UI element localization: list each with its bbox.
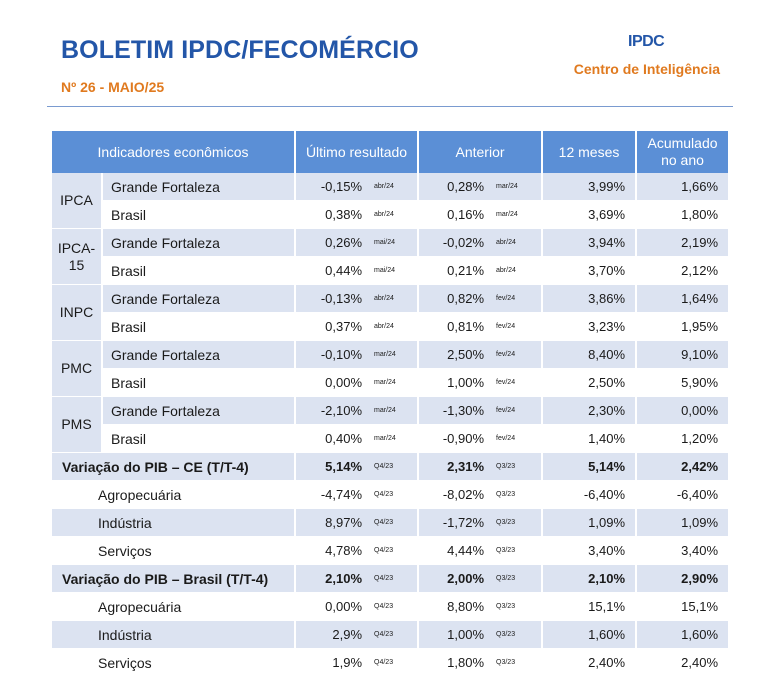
indicators-table: [52, 131, 728, 677]
last-result-date: mar/24: [370, 425, 418, 453]
region-label: Brasil: [102, 313, 295, 341]
year-to-date-value: 1,64%: [636, 285, 728, 313]
indicator-group-label: IPCA: [52, 173, 102, 229]
twelve-month-value: 8,40%: [542, 341, 636, 369]
last-result-value: 0,00%: [295, 369, 370, 397]
twelve-month-value: 3,70%: [542, 257, 636, 285]
year-to-date-value: 2,42%: [636, 453, 728, 481]
year-to-date-value: 1,66%: [636, 173, 728, 201]
previous-date: Q3/23: [492, 481, 542, 509]
year-to-date-value: 1,20%: [636, 425, 728, 453]
previous-value: 2,00%: [418, 565, 492, 593]
sector-label: Agropecuária: [52, 593, 295, 621]
logo-subtitle: Centro de Inteligência: [573, 61, 720, 77]
previous-value: -0,02%: [418, 229, 492, 257]
twelve-month-value: 3,99%: [542, 173, 636, 201]
table-row: [52, 285, 728, 313]
previous-value: 0,28%: [418, 173, 492, 201]
last-result-date: abr/24: [370, 173, 418, 201]
last-result-date: Q4/23: [370, 621, 418, 649]
previous-date: Q3/23: [492, 537, 542, 565]
year-to-date-value: 1,95%: [636, 313, 728, 341]
year-to-date-value: 2,12%: [636, 257, 728, 285]
indicator-group-label: IPCA-15: [52, 229, 102, 285]
column-header: Anterior: [418, 131, 542, 173]
last-result-date: mai/24: [370, 229, 418, 257]
region-label: Grande Fortaleza: [102, 173, 295, 201]
previous-value: 2,31%: [418, 453, 492, 481]
last-result-date: mar/24: [370, 369, 418, 397]
sector-label: Serviços: [52, 649, 295, 677]
last-result-value: -0,15%: [295, 173, 370, 201]
previous-date: fev/24: [492, 341, 542, 369]
last-result-value: -2,10%: [295, 397, 370, 425]
previous-date: Q3/23: [492, 453, 542, 481]
last-result-value: 8,97%: [295, 509, 370, 537]
previous-value: 0,21%: [418, 257, 492, 285]
previous-date: fev/24: [492, 285, 542, 313]
twelve-month-value: 2,10%: [542, 565, 636, 593]
previous-value: -8,02%: [418, 481, 492, 509]
table-row: [52, 341, 728, 369]
table-row: [52, 257, 728, 285]
twelve-month-value: 2,50%: [542, 369, 636, 397]
previous-value: 0,16%: [418, 201, 492, 229]
column-header: Acumulado no ano: [636, 131, 728, 173]
table-row: [52, 201, 728, 229]
twelve-month-value: 2,40%: [542, 649, 636, 677]
gdp-section-label: Variação do PIB – CE (T/T-4): [52, 453, 295, 481]
region-label: Grande Fortaleza: [102, 341, 295, 369]
table-row: [52, 481, 728, 509]
last-result-date: Q4/23: [370, 453, 418, 481]
previous-value: 1,80%: [418, 649, 492, 677]
region-label: Brasil: [102, 201, 295, 229]
region-label: Brasil: [102, 425, 295, 453]
previous-date: abr/24: [492, 229, 542, 257]
edition-label: Nº 26 - MAIO/25: [61, 79, 165, 95]
last-result-value: 1,9%: [295, 649, 370, 677]
table-header-row: [52, 131, 728, 173]
previous-value: 2,50%: [418, 341, 492, 369]
previous-value: 0,81%: [418, 313, 492, 341]
last-result-value: 2,9%: [295, 621, 370, 649]
twelve-month-value: 5,14%: [542, 453, 636, 481]
table-row: [52, 313, 728, 341]
year-to-date-value: 15,1%: [636, 593, 728, 621]
last-result-date: Q4/23: [370, 593, 418, 621]
table-row: [52, 453, 728, 481]
previous-value: -0,90%: [418, 425, 492, 453]
previous-value: 1,00%: [418, 369, 492, 397]
region-label: Grande Fortaleza: [102, 397, 295, 425]
year-to-date-value: 2,40%: [636, 649, 728, 677]
previous-value: 4,44%: [418, 537, 492, 565]
previous-date: mar/24: [492, 173, 542, 201]
last-result-value: 2,10%: [295, 565, 370, 593]
ipdc-logo: IPDC: [628, 33, 665, 50]
last-result-date: abr/24: [370, 313, 418, 341]
previous-date: Q3/23: [492, 565, 542, 593]
year-to-date-value: 2,19%: [636, 229, 728, 257]
last-result-value: -4,74%: [295, 481, 370, 509]
twelve-month-value: 3,23%: [542, 313, 636, 341]
year-to-date-value: 1,60%: [636, 621, 728, 649]
previous-date: fev/24: [492, 313, 542, 341]
table-row: [52, 593, 728, 621]
sector-label: Agropecuária: [52, 481, 295, 509]
previous-value: -1,30%: [418, 397, 492, 425]
previous-date: abr/24: [492, 257, 542, 285]
last-result-value: 0,26%: [295, 229, 370, 257]
twelve-month-value: 3,69%: [542, 201, 636, 229]
header-divider: [47, 106, 733, 107]
sector-label: Serviços: [52, 537, 295, 565]
previous-date: Q3/23: [492, 621, 542, 649]
previous-value: -1,72%: [418, 509, 492, 537]
twelve-month-value: 2,30%: [542, 397, 636, 425]
last-result-date: Q4/23: [370, 509, 418, 537]
last-result-date: abr/24: [370, 201, 418, 229]
twelve-month-value: 15,1%: [542, 593, 636, 621]
last-result-date: mar/24: [370, 341, 418, 369]
previous-date: Q3/23: [492, 649, 542, 677]
previous-date: fev/24: [492, 425, 542, 453]
sector-label: Indústria: [52, 621, 295, 649]
column-header: Último resultado: [295, 131, 418, 173]
year-to-date-value: 1,09%: [636, 509, 728, 537]
last-result-value: 0,37%: [295, 313, 370, 341]
year-to-date-value: 3,40%: [636, 537, 728, 565]
year-to-date-value: 5,90%: [636, 369, 728, 397]
twelve-month-value: 3,94%: [542, 229, 636, 257]
previous-value: 1,00%: [418, 621, 492, 649]
indicator-group-label: INPC: [52, 285, 102, 341]
last-result-date: mai/24: [370, 257, 418, 285]
table-row: [52, 621, 728, 649]
previous-date: fev/24: [492, 397, 542, 425]
previous-value: 0,82%: [418, 285, 492, 313]
sector-label: Indústria: [52, 509, 295, 537]
twelve-month-value: 1,40%: [542, 425, 636, 453]
twelve-month-value: 1,09%: [542, 509, 636, 537]
table-row: [52, 565, 728, 593]
gdp-section-label: Variação do PIB – Brasil (T/T-4): [52, 565, 295, 593]
previous-date: Q3/23: [492, 509, 542, 537]
table-row: [52, 425, 728, 453]
previous-date: Q3/23: [492, 593, 542, 621]
column-header: Indicadores econômicos: [52, 131, 295, 173]
previous-value: 8,80%: [418, 593, 492, 621]
twelve-month-value: 1,60%: [542, 621, 636, 649]
last-result-value: 5,14%: [295, 453, 370, 481]
page-title: BOLETIM IPDC/FECOMÉRCIO: [61, 36, 419, 64]
last-result-value: -0,13%: [295, 285, 370, 313]
table-row: [52, 229, 728, 257]
year-to-date-value: 1,80%: [636, 201, 728, 229]
region-label: Grande Fortaleza: [102, 229, 295, 257]
last-result-date: Q4/23: [370, 481, 418, 509]
indicator-group-label: PMS: [52, 397, 102, 453]
year-to-date-value: 2,90%: [636, 565, 728, 593]
last-result-value: -0,10%: [295, 341, 370, 369]
last-result-value: 0,00%: [295, 593, 370, 621]
last-result-date: Q4/23: [370, 537, 418, 565]
table-row: [52, 369, 728, 397]
last-result-value: 0,40%: [295, 425, 370, 453]
twelve-month-value: 3,86%: [542, 285, 636, 313]
last-result-value: 4,78%: [295, 537, 370, 565]
last-result-date: Q4/23: [370, 565, 418, 593]
region-label: Brasil: [102, 257, 295, 285]
table-row: [52, 173, 728, 201]
table-row: [52, 537, 728, 565]
twelve-month-value: 3,40%: [542, 537, 636, 565]
region-label: Brasil: [102, 369, 295, 397]
table-body: [52, 173, 728, 677]
last-result-date: mar/24: [370, 397, 418, 425]
previous-date: mar/24: [492, 201, 542, 229]
last-result-date: Q4/23: [370, 649, 418, 677]
table-row: [52, 397, 728, 425]
indicator-group-label: PMC: [52, 341, 102, 397]
year-to-date-value: 0,00%: [636, 397, 728, 425]
table-row: [52, 649, 728, 677]
previous-date: fev/24: [492, 369, 542, 397]
last-result-date: abr/24: [370, 285, 418, 313]
region-label: Grande Fortaleza: [102, 285, 295, 313]
column-header: 12 meses: [542, 131, 636, 173]
twelve-month-value: -6,40%: [542, 481, 636, 509]
year-to-date-value: -6,40%: [636, 481, 728, 509]
last-result-value: 0,44%: [295, 257, 370, 285]
year-to-date-value: 9,10%: [636, 341, 728, 369]
last-result-value: 0,38%: [295, 201, 370, 229]
table-row: [52, 509, 728, 537]
